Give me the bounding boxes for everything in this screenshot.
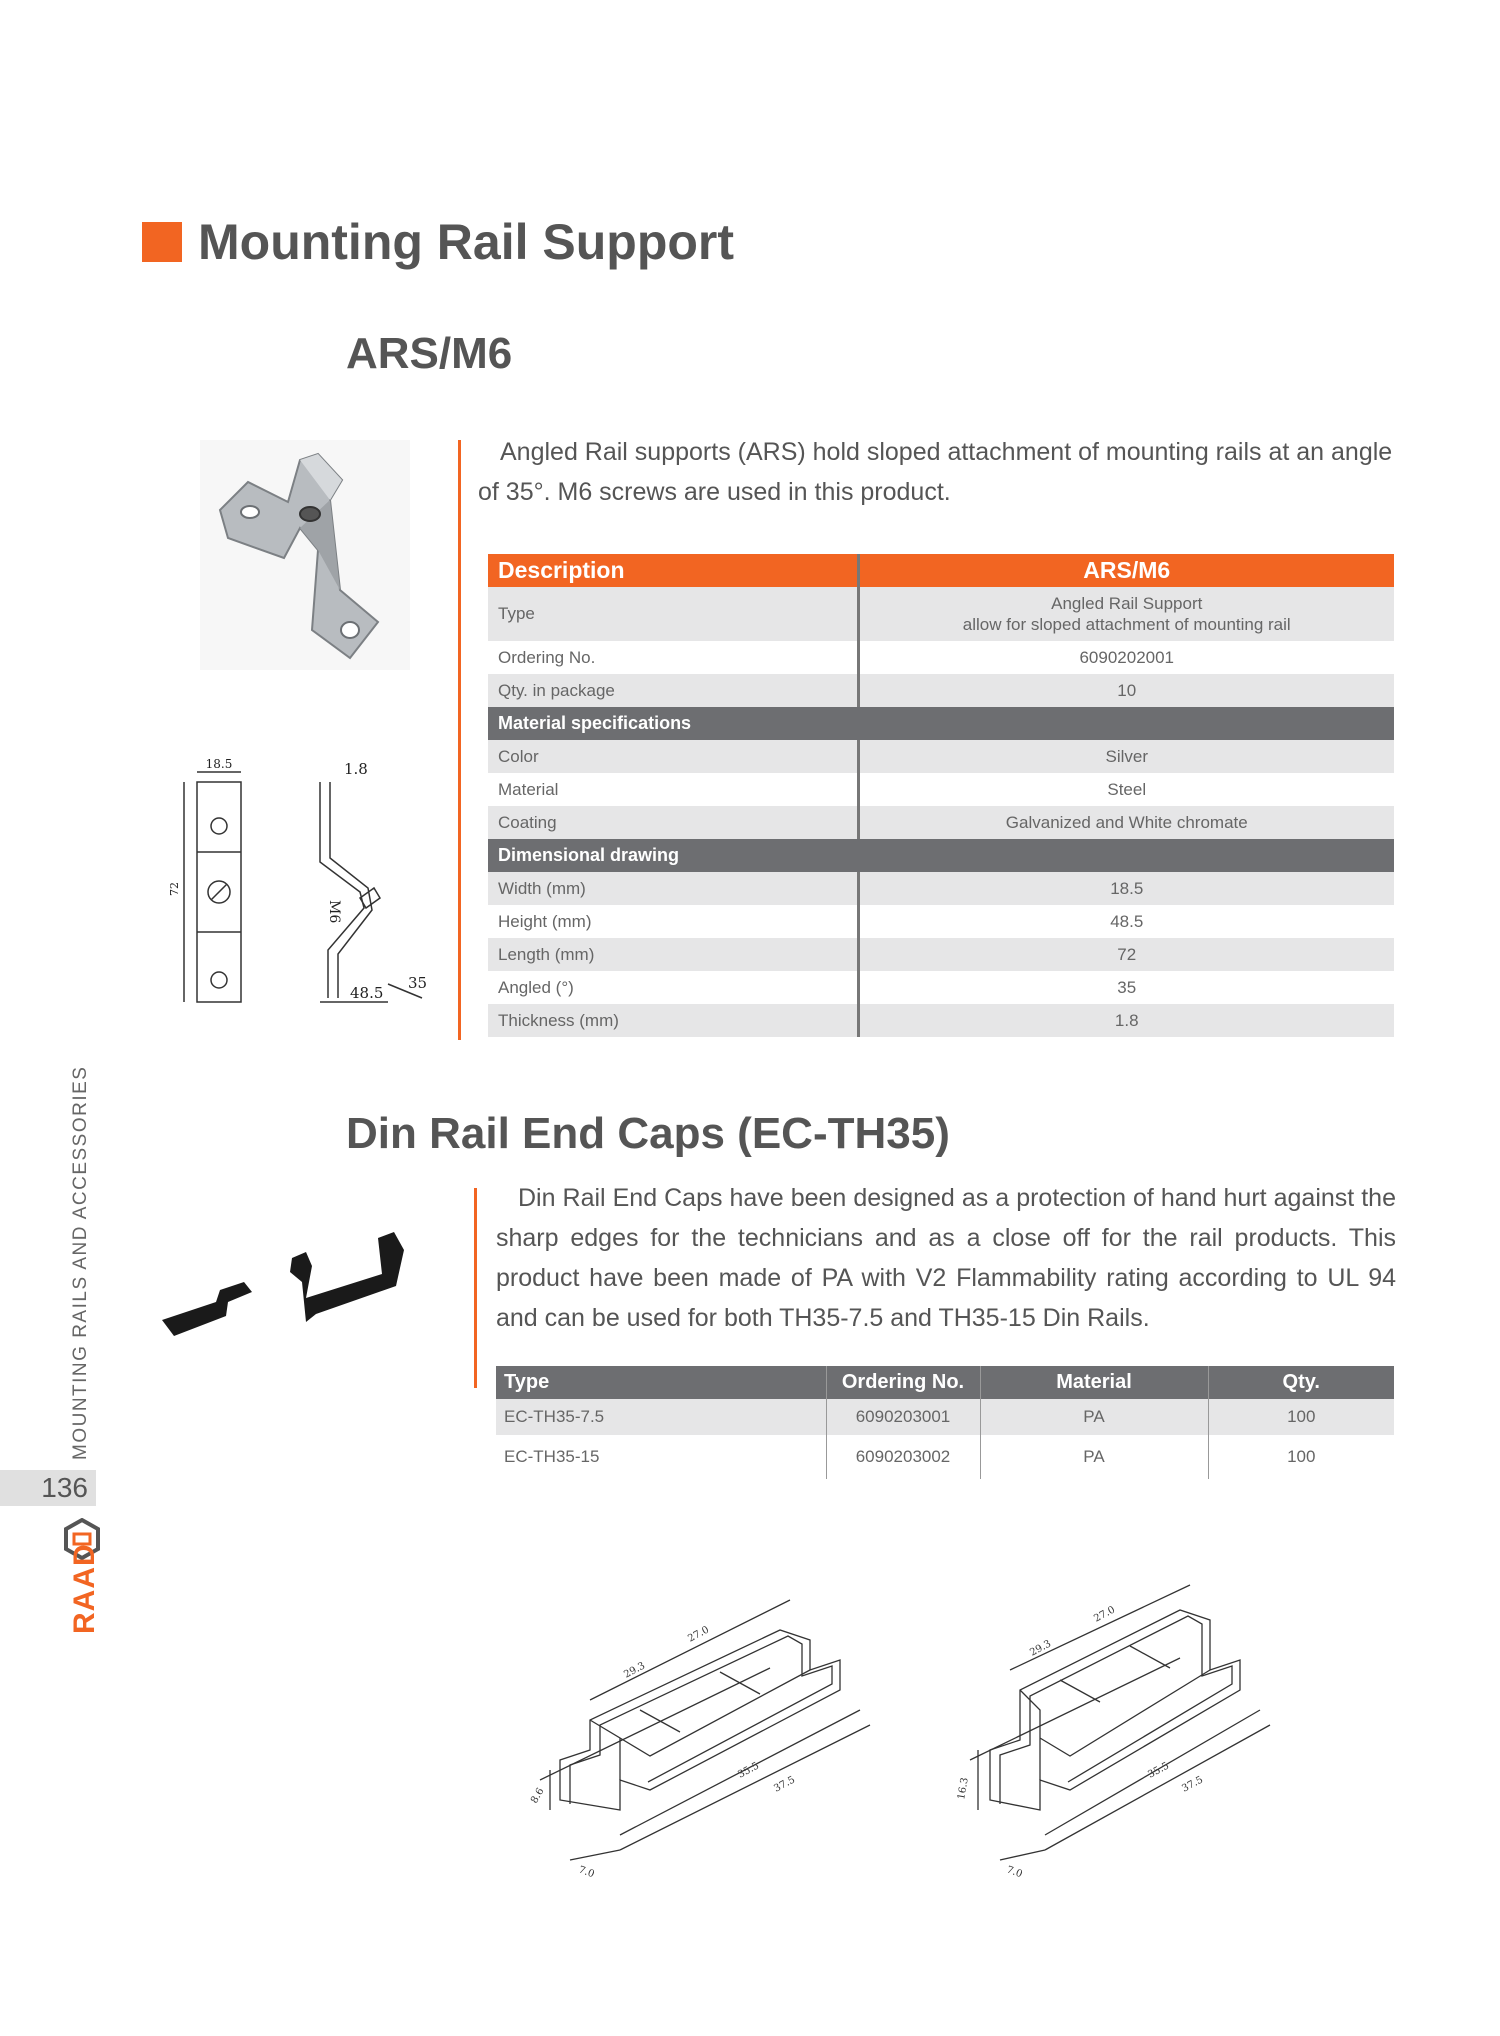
- dim-w: 7.0: [576, 1864, 596, 1881]
- spec-label: Material: [488, 773, 858, 806]
- spec-row-type: [488, 587, 1394, 641]
- cell-qty: 100: [1208, 1399, 1394, 1435]
- page-title: Mounting Rail Support: [198, 214, 735, 270]
- spec-col-description: Description: [488, 554, 858, 587]
- endcaps-section-title: Din Rail End Caps (EC-TH35): [346, 1109, 950, 1158]
- spec-label: Type: [488, 587, 858, 641]
- spec-value: 18.5: [858, 872, 1394, 905]
- spec-group-label: Material specifications: [488, 707, 1394, 740]
- spec-label: Ordering No.: [488, 641, 858, 674]
- spec-group-dimensions: [488, 839, 1394, 872]
- spec-row-qty: [488, 674, 1394, 707]
- spec-label: Coating: [488, 806, 858, 839]
- spec-value: 10: [858, 674, 1394, 707]
- col-ordering: Ordering No.: [826, 1366, 980, 1399]
- dim-l1: 35.5: [736, 1760, 762, 1781]
- title-accent-square: [142, 222, 182, 262]
- spec-col-model: ARS/M6: [858, 554, 1394, 587]
- page-number: 136: [41, 1472, 88, 1503]
- spec-type-value-line: allow for sloped attachment of mounting rail: [962, 615, 1291, 634]
- cell-ordering: 6090203001: [826, 1399, 980, 1435]
- cell-qty: 100: [1208, 1435, 1394, 1479]
- drawing-width-label: 18.5: [205, 757, 233, 771]
- ars-spec-table: [488, 554, 1394, 1037]
- drawing-height-label: 48.5: [350, 984, 384, 1002]
- spec-value: Galvanized and White chromate: [858, 806, 1394, 839]
- drawing-length-label: 72: [168, 882, 181, 896]
- col-qty: Qty.: [1208, 1366, 1394, 1399]
- section-side-label: MOUNTING RAILS AND ACCESSORIES: [70, 1065, 91, 1460]
- spec-value: 6090202001: [858, 641, 1394, 674]
- col-material: Material: [980, 1366, 1208, 1399]
- spec-value: 72: [858, 938, 1394, 971]
- spec-label: Thickness (mm): [488, 1004, 858, 1037]
- spec-type-value-line: Angled Rail Support: [1051, 594, 1203, 613]
- brand-logo-text: RAAD: [68, 1543, 101, 1634]
- ars-dimension-drawing: [160, 750, 460, 1020]
- page-number-box: [0, 1470, 96, 1506]
- endcaps-divider: [474, 1188, 477, 1388]
- cell-type: EC-TH35-7.5: [504, 1407, 605, 1426]
- spec-value: 35: [858, 971, 1394, 1004]
- cell-ordering: 6090203002: [826, 1435, 980, 1479]
- col-type: Type: [496, 1366, 826, 1399]
- spec-row-coating: [488, 806, 1394, 839]
- spec-group-label: Dimensional drawing: [488, 839, 1394, 872]
- dim-d2: 27.0: [686, 1624, 712, 1645]
- drawing-thickness-label: 1.8: [344, 760, 368, 778]
- dim-h: 8.6: [529, 1786, 547, 1806]
- spec-row-color: [488, 740, 1394, 773]
- brand-logo: [62, 1518, 102, 1638]
- endcaps-type-table: [496, 1366, 1394, 1479]
- dim-d1: 29.3: [622, 1660, 648, 1681]
- dim-l2: 37.5: [772, 1774, 798, 1795]
- spec-value: [858, 587, 1394, 641]
- spec-row-ordering: [488, 641, 1394, 674]
- spec-row-length: [488, 938, 1394, 971]
- ars-section-title: ARS/M6: [346, 329, 513, 378]
- spec-label: Angled (°): [488, 971, 858, 1004]
- spec-row-angled: [488, 971, 1394, 1004]
- spec-label: Height (mm): [488, 905, 858, 938]
- spec-label: Qty. in package: [488, 674, 858, 707]
- cell-material: PA: [980, 1435, 1208, 1479]
- ars-divider: [458, 440, 461, 1040]
- type-table-header: [496, 1366, 1394, 1399]
- spec-label: Width (mm): [488, 872, 858, 905]
- spec-row-material: [488, 773, 1394, 806]
- drawing-screw-label: M6: [326, 900, 342, 924]
- spec-row-thickness: [488, 1004, 1394, 1037]
- drawing-angle-label: 35: [408, 974, 428, 992]
- endcaps-description: Din Rail End Caps have been designed as a protection of hand hurt against the sharp edges for the technicians and as a close off for the rail products. This product have been made of PA with V2 Flammability rating according to UL 94 and can be used for both TH35-7.5 and TH35-15 Din Rails.: [496, 1184, 1396, 1332]
- ars-product-photo: [200, 440, 410, 670]
- spec-value: 48.5: [858, 905, 1394, 938]
- spec-value: 1.8: [858, 1004, 1394, 1037]
- dim-w: 7.0: [1004, 1864, 1024, 1881]
- dim-l1: 35.5: [1146, 1760, 1172, 1781]
- dim-h: 16.3: [956, 1776, 971, 1801]
- ars-description: Angled Rail supports (ARS) hold sloped attachment of mounting rails at an angle of 35°. M6 screws are used in this product.: [478, 438, 1393, 506]
- spec-label: Color: [488, 740, 858, 773]
- table-row: [496, 1435, 1394, 1479]
- endcaps-product-photo: [156, 1210, 416, 1360]
- spec-group-material: [488, 707, 1394, 740]
- dim-d1: 29.3: [1028, 1638, 1054, 1659]
- dim-d2: 27.0: [1092, 1604, 1118, 1625]
- cell-type: EC-TH35-15: [504, 1447, 600, 1466]
- spec-value: Silver: [858, 740, 1394, 773]
- spec-header-row: [488, 554, 1394, 587]
- table-row: [496, 1399, 1394, 1435]
- cell-material: PA: [980, 1399, 1208, 1435]
- spec-label: Length (mm): [488, 938, 858, 971]
- endcap-drawing-7-5: [520, 1560, 920, 1890]
- spec-value: Steel: [858, 773, 1394, 806]
- dim-l2: 37.5: [1180, 1774, 1206, 1795]
- endcap-drawing-15: [950, 1560, 1310, 1890]
- spec-row-height: [488, 905, 1394, 938]
- spec-row-width: [488, 872, 1394, 905]
